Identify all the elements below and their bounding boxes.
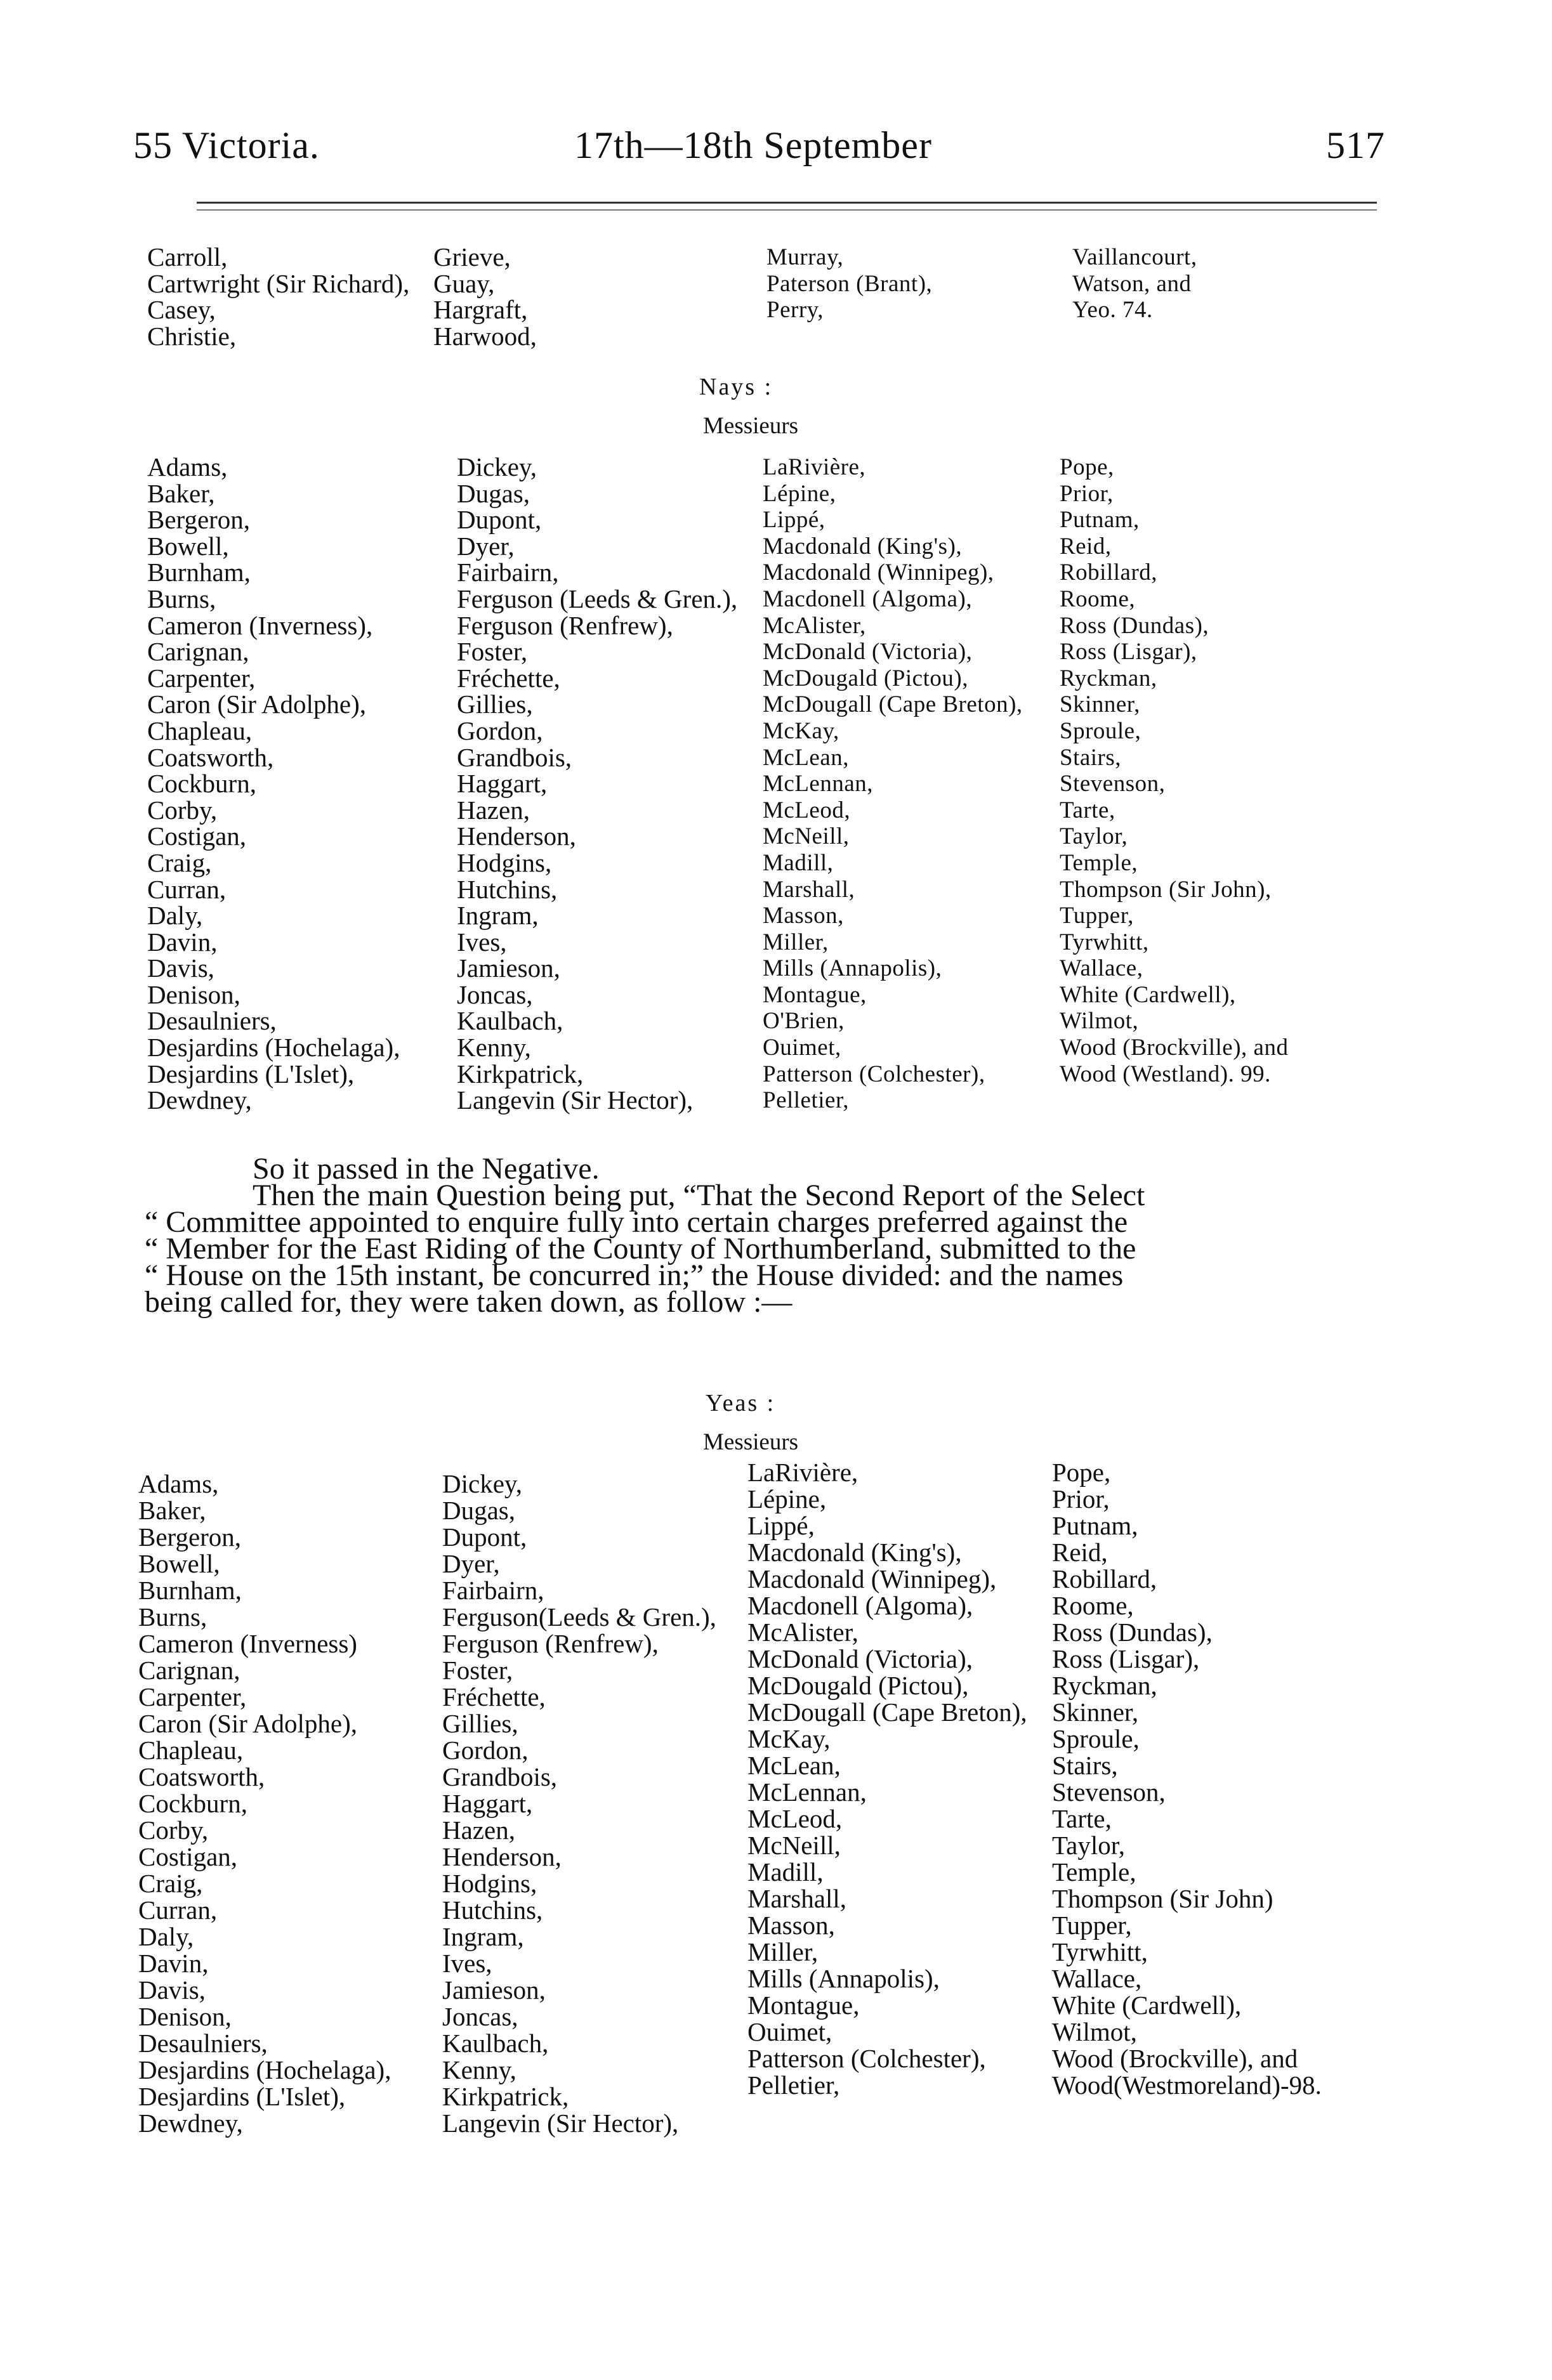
member-name: Stairs,	[1060, 744, 1122, 771]
member-name: Montague,	[747, 1991, 860, 2020]
member-name: LaRivière,	[763, 454, 866, 480]
member-name: Burns,	[138, 1602, 207, 1631]
member-name: Kenny,	[442, 2055, 516, 2084]
member-name: Temple,	[1052, 1857, 1136, 1886]
member-name: Marshall,	[763, 876, 855, 903]
top-yeas-col1	[147, 244, 409, 350]
member-name: Coatsworth,	[138, 1762, 265, 1791]
member-name: Davin,	[138, 1949, 209, 1978]
member-name: Lépine,	[763, 480, 836, 507]
nays-col4	[1060, 454, 1288, 1087]
member-name: Ross (Lisgar),	[1060, 639, 1197, 665]
member-name: Burnham,	[138, 1576, 242, 1605]
member-name: Reid,	[1052, 1538, 1108, 1567]
top-yeas-col4	[1072, 244, 1197, 324]
member-name: Macdonell (Algoma),	[747, 1591, 973, 1620]
member-name: Caron (Sir Adolphe),	[138, 1709, 358, 1738]
member-name: Cartwright (Sir Richard),	[147, 268, 410, 298]
member-name: Perry,	[766, 297, 824, 324]
paragraph-line: “ Committee appointed to enquire fully into certain charges preferred against the	[145, 1205, 1128, 1239]
member-name: Ferguson (Renfrew),	[442, 1629, 659, 1658]
member-name: Jamieson,	[442, 1975, 546, 2004]
yeas-col4	[1052, 1459, 1322, 2098]
member-name: Dyer,	[457, 531, 515, 561]
member-name: Skinner,	[1052, 1697, 1139, 1727]
member-name: Taylor,	[1052, 1831, 1126, 1860]
member-name: Henderson,	[457, 821, 576, 851]
member-name: Stevenson,	[1052, 1777, 1166, 1807]
member-name: Haggart,	[457, 769, 548, 799]
member-name: Gillies,	[442, 1709, 518, 1738]
paragraph-line: So it passed in the Negative.	[253, 1152, 600, 1186]
member-name: Haggart,	[442, 1789, 533, 1818]
member-name: Desjardins (L'Islet),	[147, 1059, 355, 1089]
member-name: McLeod,	[763, 797, 851, 823]
session-title: 55 Victoria.	[133, 124, 320, 166]
date-range: 17th—18th September	[574, 124, 932, 166]
member-name: Reid,	[1060, 533, 1112, 559]
yeas-col3	[747, 1459, 1027, 2098]
member-name: McDonald (Victoria),	[747, 1644, 973, 1673]
member-name: Sproule,	[1060, 717, 1141, 744]
member-name: Fairbairn,	[442, 1576, 544, 1605]
member-name: Carroll,	[147, 242, 228, 271]
page-number: 517	[1326, 124, 1385, 166]
member-name: Fairbairn,	[457, 558, 559, 587]
member-name: Foster,	[457, 637, 528, 667]
member-name: Montague,	[763, 981, 867, 1008]
member-name: Craig,	[147, 847, 212, 877]
member-name: Tupper,	[1052, 1911, 1132, 1940]
member-name: Masson,	[747, 1911, 835, 1940]
member-name: Wilmot,	[1060, 1008, 1139, 1035]
member-name: Fréchette,	[457, 663, 560, 693]
member-name: O'Brien,	[763, 1008, 845, 1035]
member-name: McLeod,	[747, 1804, 843, 1833]
member-name: Ingram,	[442, 1922, 524, 1951]
member-name: Casey,	[147, 295, 216, 325]
member-name: Murray,	[766, 244, 844, 270]
member-name: Burnham,	[147, 558, 251, 587]
member-name: Kaulbach,	[442, 2029, 549, 2058]
member-name: Ross (Lisgar),	[1052, 1644, 1200, 1673]
member-name: Dyer,	[442, 1549, 500, 1578]
member-name: Davis,	[138, 1975, 206, 2004]
member-name: Dewdney,	[147, 1085, 252, 1115]
member-name: Kenny,	[457, 1033, 531, 1062]
member-name: Kirkpatrick,	[457, 1059, 584, 1089]
member-name: Tyrwhitt,	[1052, 1937, 1148, 1966]
paragraph-line: being called for, they were taken down, as follow :—	[145, 1285, 792, 1319]
member-name: Pope,	[1052, 1458, 1111, 1487]
member-name: Dupont,	[442, 1522, 527, 1552]
member-name: Pelletier,	[763, 1087, 850, 1114]
member-name: Macdonell (Algoma),	[763, 585, 973, 612]
member-name: Davis,	[147, 953, 214, 983]
member-name: Kirkpatrick,	[442, 2082, 569, 2111]
paragraph-line: “ House on the 15th instant, be concurred in;” the House divided: and the names	[145, 1259, 1124, 1292]
member-name: Macdonald (King's),	[747, 1538, 962, 1567]
member-name: Patterson (Colchester),	[747, 2044, 986, 2073]
header-rule	[197, 202, 1377, 204]
member-name: Joncas,	[457, 979, 533, 1009]
member-name: Prior,	[1052, 1484, 1110, 1514]
member-name: Stevenson,	[1060, 771, 1166, 797]
member-name: White (Cardwell),	[1060, 981, 1236, 1008]
member-name: Temple,	[1060, 849, 1138, 876]
member-name: Tarte,	[1060, 797, 1115, 823]
member-name: Daly,	[147, 901, 203, 931]
member-name: McLennan,	[747, 1777, 867, 1807]
member-name: Roome,	[1060, 585, 1136, 612]
member-name: Joncas,	[442, 2002, 518, 2031]
member-name: Wallace,	[1060, 955, 1143, 982]
member-name: Putnam,	[1060, 507, 1140, 533]
member-name: Bergeron,	[138, 1522, 242, 1552]
member-name: Tarte,	[1052, 1804, 1112, 1833]
member-name: Yeo. 74.	[1072, 297, 1153, 324]
member-name: Madill,	[747, 1857, 824, 1886]
member-name: Stairs,	[1052, 1751, 1118, 1780]
member-name: Foster,	[442, 1656, 513, 1685]
yeas-col1	[138, 1470, 391, 2136]
member-name: Pope,	[1060, 454, 1114, 480]
member-name: McDougald (Pictou),	[763, 665, 968, 691]
member-name: Harwood,	[433, 321, 537, 351]
member-name: Craig,	[138, 1869, 203, 1898]
member-name: Carpenter,	[147, 663, 256, 693]
member-name: Gordon,	[442, 1736, 529, 1765]
member-name: Ives,	[457, 927, 507, 957]
member-name: Cameron (Inverness),	[147, 610, 373, 640]
member-name: Hutchins,	[457, 874, 558, 904]
member-name: Masson,	[763, 903, 844, 929]
nays-col2	[457, 454, 737, 1114]
member-name: Desjardins (Hochelaga),	[138, 2055, 391, 2084]
member-name: Dugas,	[442, 1496, 516, 1525]
member-name: Prior,	[1060, 480, 1114, 507]
member-name: Lippé,	[763, 507, 825, 533]
member-name: Corby,	[138, 1815, 209, 1845]
member-name: Daly,	[138, 1922, 194, 1951]
member-name: Baker,	[138, 1496, 206, 1525]
member-name: Desaulniers,	[147, 1006, 277, 1036]
member-name: Grandbois,	[457, 742, 572, 772]
member-name: Watson, and	[1072, 270, 1192, 297]
member-name: Dickey,	[442, 1469, 522, 1498]
member-name: Hazen,	[457, 795, 530, 825]
member-name: Taylor,	[1060, 823, 1128, 850]
member-name: Adams,	[147, 452, 228, 481]
member-name: Roome,	[1052, 1591, 1134, 1620]
member-name: Ives,	[442, 1949, 492, 1978]
paragraph-line: Then the main Question being put, “That the Second Report of the Select	[253, 1179, 1145, 1212]
member-name: Adams,	[138, 1469, 219, 1498]
member-name: Wilmot,	[1052, 2017, 1137, 2046]
member-name: Mills (Annapolis),	[763, 955, 942, 982]
member-name: Skinner,	[1060, 691, 1140, 718]
member-name: Baker,	[147, 478, 215, 508]
member-name: Desaulniers,	[138, 2029, 268, 2058]
top-yeas-col3	[766, 244, 932, 324]
member-name: Ferguson(Leeds & Gren.),	[442, 1602, 716, 1631]
member-name: Dugas,	[457, 478, 530, 508]
member-name: Tupper,	[1060, 903, 1134, 929]
member-name: Hodgins,	[442, 1869, 537, 1898]
member-name: Cockburn,	[138, 1789, 247, 1818]
member-name: Gordon,	[457, 716, 543, 745]
paragraph-line: “ Member for the East Riding of the County of Northumberland, submitted to the	[145, 1232, 1136, 1265]
nays-col1	[147, 454, 400, 1114]
member-name: Denison,	[147, 979, 240, 1009]
member-name: Dickey,	[457, 452, 537, 481]
member-name: Coatsworth,	[147, 742, 274, 772]
member-name: Wood (Brockville), and	[1052, 2044, 1298, 2073]
member-name: Carignan,	[147, 637, 249, 667]
yeas-heading: Yeas :	[706, 1390, 776, 1416]
member-name: McKay,	[763, 717, 839, 744]
member-name: Pelletier,	[747, 2070, 840, 2100]
yeas-messieurs: Messieurs	[703, 1429, 799, 1455]
header-rule-thin	[197, 209, 1377, 211]
member-name: Denison,	[138, 2002, 232, 2031]
member-name: LaRivière,	[747, 1458, 858, 1487]
member-name: Grieve,	[433, 242, 511, 271]
member-name: Tyrwhitt,	[1060, 929, 1149, 955]
member-name: Robillard,	[1052, 1564, 1157, 1593]
yeas-col2	[442, 1470, 716, 2136]
member-name: Miller,	[747, 1937, 819, 1966]
member-name: Ferguson (Renfrew),	[457, 610, 673, 640]
member-name: McDougall (Cape Breton),	[747, 1697, 1027, 1727]
member-name: Ross (Dundas),	[1060, 612, 1209, 639]
member-name: Langevin (Sir Hector),	[442, 2109, 679, 2138]
member-name: Bowell,	[138, 1549, 220, 1578]
member-name: McLean,	[763, 744, 850, 771]
member-name: McLean,	[747, 1751, 841, 1780]
member-name: Ingram,	[457, 901, 539, 931]
member-name: Carignan,	[138, 1656, 240, 1685]
member-name: Carpenter,	[138, 1682, 247, 1711]
member-name: Corby,	[147, 795, 218, 825]
member-name: Caron (Sir Adolphe),	[147, 690, 367, 719]
member-name: McNeill,	[763, 823, 850, 850]
member-name: McLennan,	[763, 771, 874, 797]
member-name: McKay,	[747, 1724, 831, 1753]
member-name: Dupont,	[457, 505, 542, 535]
member-name: Paterson (Brant),	[766, 270, 933, 297]
member-name: Thompson (Sir John)	[1052, 1884, 1273, 1913]
member-name: Lippé,	[747, 1511, 815, 1540]
member-name: Cockburn,	[147, 769, 256, 799]
member-name: Hodgins,	[457, 847, 552, 877]
member-name: Ryckman,	[1060, 665, 1157, 691]
member-name: Kaulbach,	[457, 1006, 563, 1036]
nays-messieurs: Messieurs	[703, 413, 799, 439]
page-header	[0, 124, 1552, 181]
member-name: Macdonald (Winnipeg),	[763, 559, 994, 586]
member-name: Davin,	[147, 927, 218, 957]
nays-heading: Nays :	[699, 374, 773, 400]
member-name: Macdonald (King's),	[763, 533, 963, 559]
member-name: Langevin (Sir Hector),	[457, 1085, 694, 1115]
member-name: Lépine,	[747, 1484, 827, 1514]
member-name: Madill,	[763, 849, 834, 876]
member-name: Henderson,	[442, 1842, 562, 1871]
member-name: Costigan,	[138, 1842, 238, 1871]
member-name: Sproule,	[1052, 1724, 1140, 1753]
member-name: McNeill,	[747, 1831, 841, 1860]
member-name: Curran,	[147, 874, 227, 904]
member-name: Marshall,	[747, 1884, 846, 1913]
member-name: Wood(Westmoreland)-98.	[1052, 2070, 1322, 2100]
member-name: Chapleau,	[147, 716, 253, 745]
member-name: Hazen,	[442, 1815, 515, 1845]
top-yeas-col2	[433, 244, 537, 350]
member-name: Thompson (Sir John),	[1060, 876, 1272, 903]
member-name: Guay,	[433, 268, 495, 298]
member-name: Ferguson (Leeds & Gren.),	[457, 584, 738, 613]
member-name: Ryckman,	[1052, 1671, 1157, 1700]
member-name: Jamieson,	[457, 953, 560, 983]
member-name: Costigan,	[147, 821, 247, 851]
member-name: Christie,	[147, 321, 237, 351]
member-name: Cameron (Inverness)	[138, 1629, 357, 1658]
member-name: White (Cardwell),	[1052, 1991, 1242, 2020]
member-name: Bergeron,	[147, 505, 251, 535]
member-name: Fréchette,	[442, 1682, 546, 1711]
member-name: Ouimet,	[747, 2017, 832, 2046]
member-name: Gillies,	[457, 690, 533, 719]
member-name: Robillard,	[1060, 559, 1158, 586]
member-name: Burns,	[147, 584, 216, 613]
member-name: McDougald (Pictou),	[747, 1671, 969, 1700]
member-name: McDonald (Victoria),	[763, 639, 973, 665]
member-name: Grandbois,	[442, 1762, 558, 1791]
member-name: Dewdney,	[138, 2109, 243, 2138]
member-name: Desjardins (L'Islet),	[138, 2082, 346, 2111]
member-name: Wallace,	[1052, 1964, 1142, 1993]
member-name: McAlister,	[763, 612, 866, 639]
member-name: Desjardins (Hochelaga),	[147, 1033, 400, 1062]
member-name: McAlister,	[747, 1618, 858, 1647]
member-name: Wood (Brockville), and	[1060, 1035, 1289, 1061]
member-name: Patterson (Colchester),	[763, 1061, 985, 1087]
member-name: Ouimet,	[763, 1035, 841, 1061]
member-name: Macdonald (Winnipeg),	[747, 1564, 997, 1593]
member-name: McDougall (Cape Breton),	[763, 691, 1023, 718]
member-name: Vaillancourt,	[1072, 244, 1197, 270]
member-name: Hargraft,	[433, 295, 528, 325]
member-name: Wood (Westland). 99.	[1060, 1061, 1271, 1087]
member-name: Putnam,	[1052, 1511, 1138, 1540]
member-name: Curran,	[138, 1895, 218, 1925]
member-name: Ross (Dundas),	[1052, 1618, 1213, 1647]
member-name: Bowell,	[147, 531, 229, 561]
member-name: Miller,	[763, 929, 829, 955]
member-name: Chapleau,	[138, 1736, 244, 1765]
nays-col3	[763, 454, 1023, 1114]
member-name: Mills (Annapolis),	[747, 1964, 940, 1993]
division-paragraph	[145, 1152, 1369, 1319]
member-name: Hutchins,	[442, 1895, 543, 1925]
